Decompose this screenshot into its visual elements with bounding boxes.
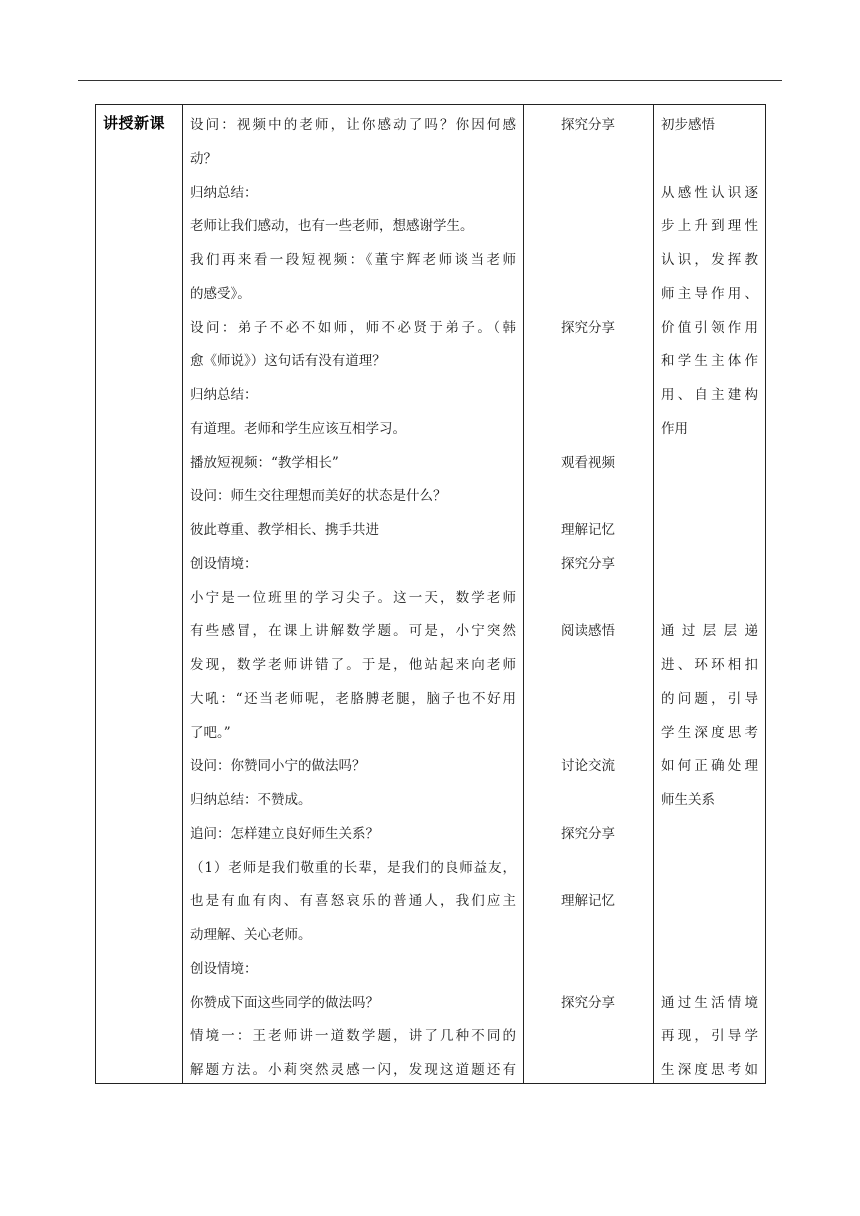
student-activity-column [523, 105, 653, 1083]
content-line: 老师让我们感动，也有一些老师，想感谢学生。 [190, 218, 474, 235]
content-line: 追问：怎样建立良好师生关系？ [190, 825, 379, 842]
design-intent-line: 作用 [661, 420, 688, 437]
content-line: 小宁是一位班里的学习尖子。这一天，数学老师 [190, 589, 516, 606]
content-line: 大吼：“还当老师呢，老胳膊老腿，脑子也不好用 [190, 690, 516, 707]
design-intent-line: 从感性认识逐 [661, 184, 758, 201]
activity-label: 理解记忆 [561, 522, 615, 538]
content-line: 有道理。老师和学生应该互相学习。 [190, 420, 406, 437]
content-line: 解题方法。小莉突然灵感一闪，发现这道题还有 [190, 1062, 516, 1078]
design-intent-line: 师生关系 [661, 792, 715, 808]
content-line: 创设情境： [190, 555, 258, 572]
content-line: 设问：师生交往理想而美好的状态是什么？ [190, 488, 447, 505]
activity-label: 探究分享 [561, 825, 615, 842]
content-line: 你赞成下面这些同学的做法吗？ [190, 994, 379, 1011]
content-line: 了吧。” [190, 724, 231, 741]
content-line: 归纳总结： [190, 387, 258, 403]
design-intent-line: 用、自主建构 [661, 387, 758, 403]
design-intent-line: 价值引领作用 [661, 319, 758, 336]
design-intent-line: 学生深度思考 [661, 724, 758, 741]
design-intent-line: 生深度思考如 [661, 1062, 758, 1078]
design-intent-line: 初步感悟 [661, 117, 715, 133]
design-intent-line: 通过层层递 [661, 623, 758, 640]
design-intent-line: 如何正确处理 [661, 758, 758, 775]
design-intent-line: 再现，引导学 [661, 1028, 758, 1045]
content-line: 设问：弟子不必不如师，师不必贤于弟子。（韩 [190, 319, 516, 336]
design-intent-column [653, 105, 766, 1083]
design-intent-line: 的问题，引导 [661, 690, 758, 707]
activity-label: 理解记忆 [561, 893, 615, 910]
content-line: 情境一：王老师讲一道数学题，讲了几种不同的 [190, 1028, 516, 1045]
content-line: 有些感冒，在课上讲解数学题。可是，小宁突然 [190, 623, 516, 640]
content-line: 我们再来看一段短视频：《董宇辉老师谈当老师 [190, 252, 516, 268]
activity-label: 讨论交流 [561, 758, 615, 775]
design-intent-line: 进、环环相扣 [661, 657, 758, 673]
activity-label: 探究分享 [561, 994, 615, 1011]
design-intent-line: 认识，发挥教 [661, 252, 758, 268]
stage-label: 讲授新课 [103, 114, 166, 132]
lesson-plan-table [95, 104, 766, 1084]
content-line: 的感受》。 [190, 285, 251, 302]
content-line: （1）老师是我们敬重的长辈，是我们的良师益友， [190, 859, 516, 876]
content-line: 动？ [190, 150, 217, 167]
teaching-content-column [182, 105, 523, 1083]
content-line: 创设情境： [190, 960, 258, 977]
design-intent-line: 和学生主体作 [661, 353, 758, 370]
activity-label: 探究分享 [561, 117, 615, 133]
content-line: 设问：你赞同小宁的做法吗？ [190, 758, 366, 775]
content-line: 动理解、关心老师。 [190, 927, 312, 943]
content-line: 设问：视频中的老师，让你感动了吗？你因何感 [190, 117, 516, 133]
content-line: 发现，数学老师讲错了。于是，他站起来向老师 [190, 657, 516, 673]
activity-label: 探究分享 [561, 319, 615, 336]
header-rule [78, 80, 782, 81]
design-intent-line: 师主导作用、 [661, 285, 758, 302]
activity-label: 探究分享 [561, 555, 615, 572]
content-line: 彼此尊重、教学相长、携手共进 [190, 522, 379, 538]
content-line: 归纳总结：不赞成。 [190, 792, 312, 808]
content-line: 愈《师说》）这句话有没有道理？ [190, 353, 386, 370]
content-line: 也是有血有肉、有喜怒哀乐的普通人，我们应主 [190, 893, 516, 910]
content-line: 播放短视频：“教学相长” [190, 454, 339, 471]
design-intent-line: 步上升到理性 [661, 218, 758, 235]
activity-label: 观看视频 [561, 454, 615, 471]
stage-column [96, 105, 182, 1083]
design-intent-line: 通过生活情境 [661, 994, 758, 1011]
content-line: 归纳总结： [190, 184, 258, 201]
activity-label: 阅读感悟 [561, 623, 615, 640]
